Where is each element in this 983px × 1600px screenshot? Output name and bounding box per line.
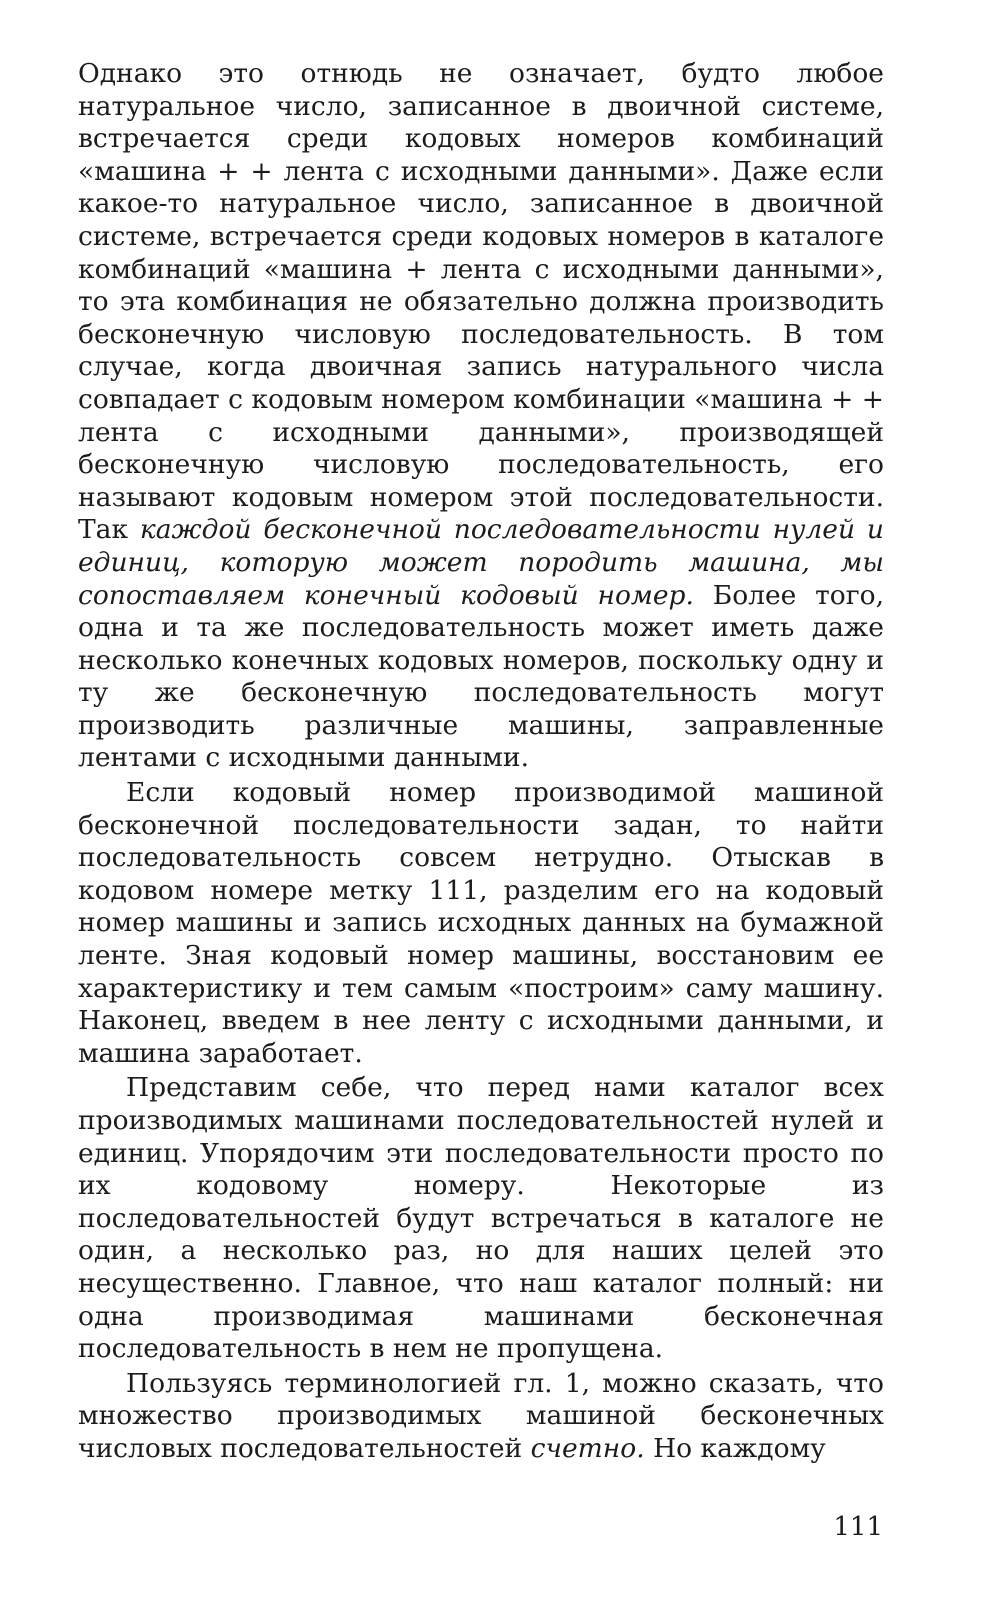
- page-body: [78, 58, 884, 1466]
- page-number: 111: [833, 1512, 883, 1542]
- paragraph-4: [78, 1368, 884, 1466]
- paragraph-4-text-b: Но каждому: [644, 1432, 826, 1464]
- paragraph-4-text-a: Пользуясь терминологией гл. 1, можно сказать, что множество производимых машиной бесконечных числовых последовательностей: [78, 1367, 884, 1464]
- paragraph-1: [78, 58, 884, 775]
- paragraph-2-text: Если кодовый номер производимой машиной бесконечной последовательности задан, то найти последовательность совсем нетрудно. Отыскав в кодовом номере метку 111, разделим его на кодовый номер машины и запись исходных данных на бумажной ленте. Зная кодовый номер машины, восстановим ее характеристику и тем самым «построим» саму машину. Наконец, введем в нее ленту с исходными данными, и машина заработает.: [78, 777, 884, 1069]
- paragraph-1-italic-text: каждой бесконечной последовательности нулей и единиц, которую может породить машина, мы сопоставляем конечный кодовый номер.: [78, 514, 884, 611]
- paragraph-4-italic-text: счетно.: [530, 1432, 645, 1464]
- paragraph-1-text-b: Более того, одна и та же последовательность может иметь даже несколько конечных кодовых номеров, поскольку одну и ту же бесконечную последовательность могут производить различные машины, заправленные лентами с исходными данными.: [78, 579, 884, 774]
- paragraph-2: [78, 777, 884, 1070]
- paragraph-3-text: Представим себе, что перед нами каталог всех производимых машинами последовательностей нулей и единиц. Упорядочим эти последовательности просто по их кодовому номеру. Некоторые из последовательностей будут встречаться в каталоге не один, а несколько раз, но для наших целей это несущественно. Главное, что наш каталог полный: ни одна производимая машинами бесконечная последовательность в нем не пропущена.: [78, 1072, 884, 1365]
- paragraph-1-text-a: Однако это отнюдь не означает, будто любое натуральное число, записанное в двоичной системе, встречается среди кодовых номеров комбинаций «машина + + лента с исходными данными». Даже если какое-то натуральное число, записанное в двоичной системе, встречается среди кодовых номеров в каталоге комбинаций «машина + лента с исходными данными», то эта комбинация не обязательно должна производить бесконечную числовую последовательность. В том случае, когда двоичная запись натурального числа совпадает с кодовым номером комбинации «машина + + лента с исходными данными», производящей бесконечную числовую последовательность, его называют кодовым номером этой последовательности. Так: [78, 58, 884, 546]
- paragraph-3: [78, 1072, 884, 1365]
